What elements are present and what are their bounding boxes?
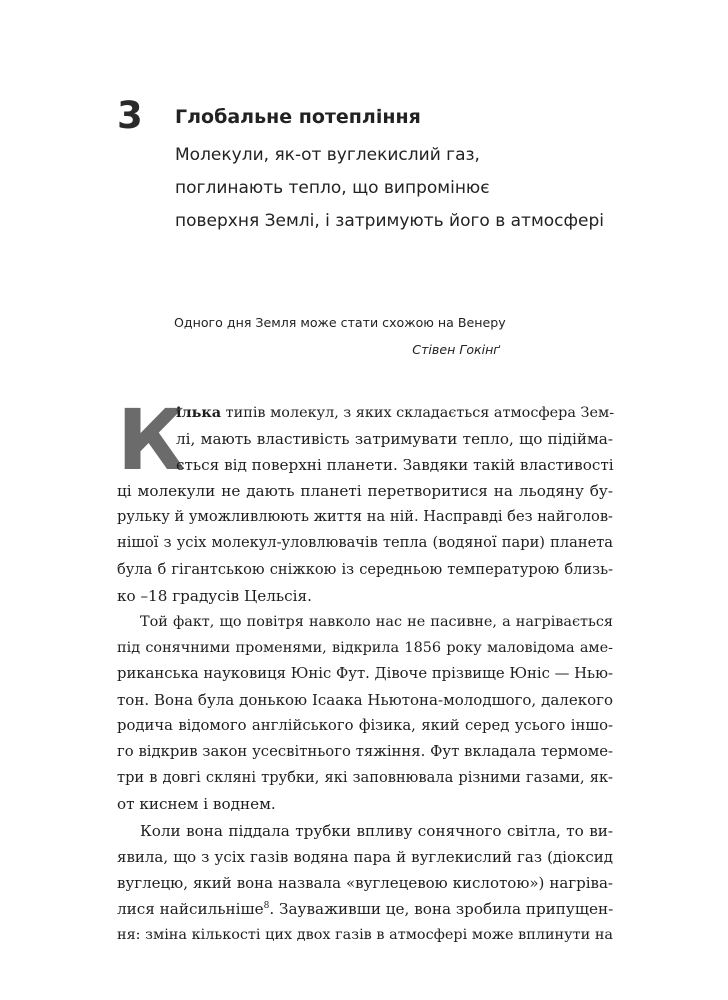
drop-cap: К: [117, 391, 186, 489]
epigraph-author: Стівен Гокінґ: [412, 342, 500, 357]
text-line: під сонячними променями, відкрила 1856 року маловідома аме-: [117, 639, 613, 656]
subtitle-line: Молекули, як-от вуглекислий газ,: [175, 145, 480, 165]
lead-word: ілька: [176, 404, 222, 421]
text-line: рульку й уможливлюють життя на ній. Насправді без найголов-: [117, 508, 613, 526]
text-line: лі, мають властивість затримувати тепло, що підійма-: [176, 430, 613, 449]
text-line: була б гігантською сніжкою із середньою температурою близь-: [117, 560, 613, 578]
text-line: явила, що з усіх газів водяна пара й вуглекислий газ (діоксид: [117, 847, 613, 866]
text-line: риканська науковиця Юніс Фут. Дівоче прізвище Юніс — Нью-: [117, 664, 613, 682]
subtitle-line: поглинають тепло, що випромінює: [175, 178, 490, 198]
text-line: ці молекули не дають планеті перетворитися на льодяну бу-: [117, 482, 613, 501]
text-line: ня: зміна кількості цих двох газів в атмосфері може вплинути на: [117, 926, 613, 943]
text-line: тон. Вона була донькою Ісаака Ньютона-молодшого, далекого: [117, 691, 613, 710]
text-line: нішої з усіх молекул-уловлювачів тепла (водяної пари) планета: [117, 534, 613, 552]
chapter-number: 3: [117, 94, 143, 137]
epigraph-quote: Одного дня Земля може стати схожою на Венеру: [174, 315, 506, 330]
text-line: ється від поверхні планети. Завдяки такій властивості: [176, 456, 614, 475]
chapter-subtitle: [175, 139, 604, 238]
text-line: родича відомого англійського фізика, який серед усього іншо-: [117, 717, 613, 735]
text-fragment: лися найсильніше: [117, 899, 264, 918]
text-fragment: типів молекул, з яких складається атмосфера Зем-: [221, 405, 615, 421]
text-line: Той факт, що повітря навколо нас не пасивне, а нагрівається: [140, 613, 613, 630]
footnote-ref[interactable]: 8: [263, 900, 270, 911]
body-text: [117, 391, 615, 948]
text-line: вуглецю, який вона назвала «вуглецевою кислотою») нагріва-: [117, 873, 613, 892]
text-fragment: . Зауваживши це, вона зробила припущен-: [269, 899, 614, 918]
text-line: [117, 896, 613, 922]
text-line: Коли вона піддала трубки впливу сонячного світла, то ви-: [140, 821, 613, 840]
chapter-title: Глобальне потепління: [175, 106, 421, 128]
text-line: [176, 400, 613, 426]
text-line: го відкрив закон усесвітнього тяжіння. Фут вкладала термоме-: [117, 743, 613, 761]
text-line: от киснем і воднем.: [117, 795, 276, 814]
subtitle-line: поверхня Землі, і затримують його в атмосфері: [175, 211, 605, 231]
text-line: три в довгі скляні трубки, які заповнювала різними газами, як-: [117, 769, 613, 787]
text-line: ко –18 градусів Цельсія.: [117, 586, 312, 605]
